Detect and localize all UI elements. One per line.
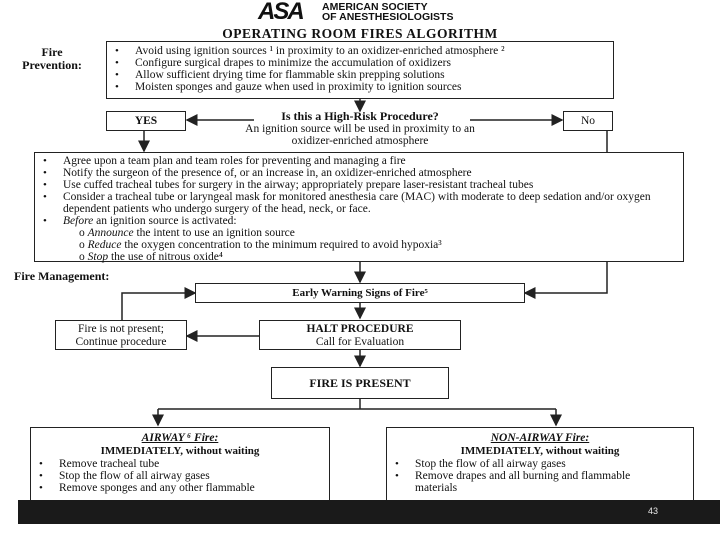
airway-item: • Stop the flow of all airway gases xyxy=(31,470,329,482)
no-box: No xyxy=(563,111,613,131)
fire-present-box: FIRE IS PRESENT xyxy=(271,367,449,399)
airway-heading-text: AIRWAY ⁶ Fire: xyxy=(141,432,219,444)
prevention-list xyxy=(107,45,613,93)
high-risk-item: • Use cuffed tracheal tubes for surgery in the airway; appropriately prepare laser-resistant tracheal tubes xyxy=(35,179,679,191)
asa-logo-mark: ASA xyxy=(258,0,303,25)
sub-text: the oxygen concentration to the minimum required to avoid hypoxia³ xyxy=(124,239,442,251)
risk-desc-line-1: An ignition source will be used in proximity to an xyxy=(245,123,475,135)
before-emphasis: Before xyxy=(63,215,94,227)
early-warning-box: Early Warning Signs of Fire⁵ xyxy=(195,283,525,303)
yes-box: YES xyxy=(106,111,186,131)
page-number: 43 xyxy=(647,506,658,516)
prevention-label xyxy=(10,46,94,72)
algorithm-title: OPERATING ROOM FIRES ALGORITHM xyxy=(222,26,498,41)
non-airway-fire-box xyxy=(386,427,694,507)
high-risk-item: • Agree upon a team plan and team roles for preventing and managing a fire xyxy=(35,155,679,167)
prevention-box xyxy=(106,41,614,99)
non-airway-item: • Remove drapes and all burning and flammable materials xyxy=(387,470,633,494)
non-airway-heading-text: NON-AIRWAY Fire: xyxy=(490,432,590,444)
non-airway-item: • Stop the flow of all airway gases xyxy=(387,458,633,470)
high-risk-sub-item: o Stop the use of nitrous oxide⁴ xyxy=(79,251,223,263)
prevention-item: • Allow sufficient drying time for flammable skin prepping solutions xyxy=(107,69,613,81)
airway-list xyxy=(31,458,329,494)
management-label: Fire Management: xyxy=(14,269,110,283)
sub-text: the intent to use an ignition source xyxy=(136,227,295,239)
logo-line-1: AMERICAN SOCIETY xyxy=(322,1,428,13)
sub-text: the use of nitrous oxide⁴ xyxy=(110,251,223,263)
sub-emphasis: Reduce xyxy=(87,239,122,251)
non-airway-heading xyxy=(387,432,693,445)
airway-fire-box xyxy=(30,427,330,507)
not-present-line-1: Fire is not present; xyxy=(78,323,164,335)
prevention-item: • Avoid using ignition sources ¹ in proximity to an oxidizer-enriched atmosphere ² xyxy=(107,45,613,57)
risk-question xyxy=(200,110,520,147)
high-risk-item: • Consider a tracheal tube or laryngeal mask for monitored anesthesia care (MAC) with moderate to deep sedation and/or oxygen dependent patients who undergo surgery of the head, neck, or face. xyxy=(35,191,679,215)
sub-emphasis: Stop xyxy=(87,251,109,263)
halt-box xyxy=(259,320,461,350)
risk-question-text: Is this a High-Risk Procedure? xyxy=(281,109,439,123)
airway-item: • Remove sponges and any other flammable xyxy=(31,482,329,494)
slide-footer-bar xyxy=(18,500,720,524)
airway-immediately: IMMEDIATELY, without waiting xyxy=(100,445,260,457)
prevention-item: • Configure surgical drapes to minimize the accumulation of oxidizers xyxy=(107,57,613,69)
airway-heading xyxy=(31,432,329,445)
high-risk-box xyxy=(34,152,684,262)
prevention-label-line-2: Prevention: xyxy=(22,58,82,72)
high-risk-item-before xyxy=(35,215,679,227)
high-risk-list xyxy=(35,155,679,227)
halt-line-1: HALT PROCEDURE xyxy=(306,323,414,335)
asa-logo-text xyxy=(322,2,453,22)
airway-item: • Remove tracheal tube xyxy=(31,458,329,470)
before-text: an ignition source is activated: xyxy=(96,215,237,227)
halt-line-2: Call for Evaluation xyxy=(315,335,405,348)
prevention-label-line-1: Fire xyxy=(41,45,63,59)
logo-line-2: OF ANESTHESIOLOGISTS xyxy=(322,11,454,23)
not-present-box xyxy=(55,320,187,350)
high-risk-sub-item: o Reduce the oxygen concentration to the minimum required to avoid hypoxia³ xyxy=(79,239,442,251)
non-airway-list xyxy=(387,458,693,494)
risk-desc-line-2: oxidizer-enriched atmosphere xyxy=(291,135,429,147)
prevention-item: • Moisten sponges and gauze when used in proximity to ignition sources xyxy=(107,81,613,93)
line-not-present-to-early-warning xyxy=(122,293,195,320)
high-risk-sub-item: o Announce the intent to use an ignition source xyxy=(79,227,295,239)
high-risk-item: • Notify the surgeon of the presence of, or an increase in, an oxidizer-enriched atmosphere xyxy=(35,167,679,179)
non-airway-immediately: IMMEDIATELY, without waiting xyxy=(460,445,620,457)
not-present-line-2: Continue procedure xyxy=(75,335,167,348)
sub-emphasis: Announce xyxy=(87,227,134,239)
